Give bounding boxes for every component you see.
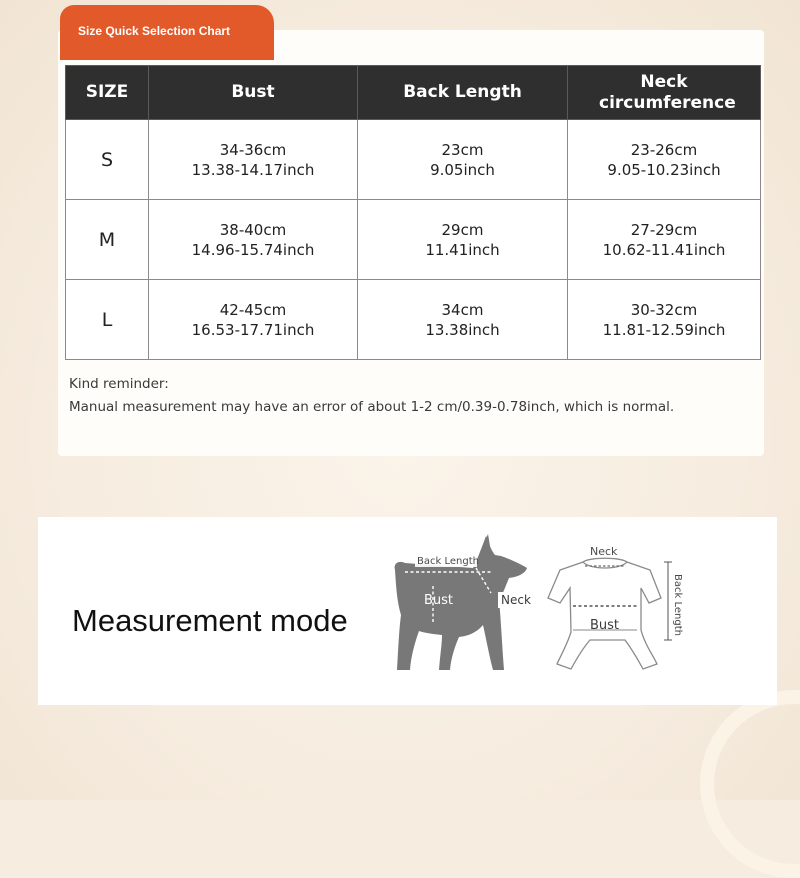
size-table: [65, 65, 761, 360]
neck-cell: 30-32cm 11.81-12.59inch: [568, 280, 761, 360]
measurement-title: Measurement mode: [72, 603, 348, 638]
reminder-title: Kind reminder:: [69, 376, 169, 392]
garment-measurement-diagram: [545, 540, 690, 675]
size-cell: L: [66, 280, 149, 360]
garment-neck-label: Neck: [590, 545, 618, 558]
table-row: [66, 200, 761, 280]
back-length-cell: 23cm 9.05inch: [358, 120, 568, 200]
table-row: [66, 280, 761, 360]
neck-cell: 23-26cm 9.05-10.23inch: [568, 120, 761, 200]
neck-cell: 27-29cm 10.62-11.41inch: [568, 200, 761, 280]
chart-title: Size Quick Selection Chart: [78, 24, 231, 38]
back-length-cell: 34cm 13.38inch: [358, 280, 568, 360]
dog-back-length-label: Back Length: [417, 556, 479, 567]
reminder-text: Manual measurement may have an error of about 1-2 cm/0.39-0.78inch, which is normal.: [69, 399, 675, 415]
dog-bust-label: Bust: [424, 593, 454, 608]
column-header-size: SIZE: [66, 66, 149, 120]
garment-outline-icon: [548, 558, 661, 669]
table-header-row: [66, 66, 761, 120]
size-cell: S: [66, 120, 149, 200]
column-header-bust: Bust: [149, 66, 358, 120]
size-cell: M: [66, 200, 149, 280]
dog-measurement-diagram: [385, 530, 535, 675]
garment-bust-label: Bust: [590, 618, 620, 633]
kind-reminder: [69, 373, 674, 419]
table-row: [66, 120, 761, 200]
dog-neck-label: Neck: [501, 593, 531, 607]
garment-back-length-label: Back Length: [672, 574, 683, 636]
column-header-neck: Neck circumference: [568, 66, 761, 120]
column-header-back-length: Back Length: [358, 66, 568, 120]
bust-cell: 34-36cm 13.38-14.17inch: [149, 120, 358, 200]
back-length-cell: 29cm 11.41inch: [358, 200, 568, 280]
bust-cell: 38-40cm 14.96-15.74inch: [149, 200, 358, 280]
bust-cell: 42-45cm 16.53-17.71inch: [149, 280, 358, 360]
